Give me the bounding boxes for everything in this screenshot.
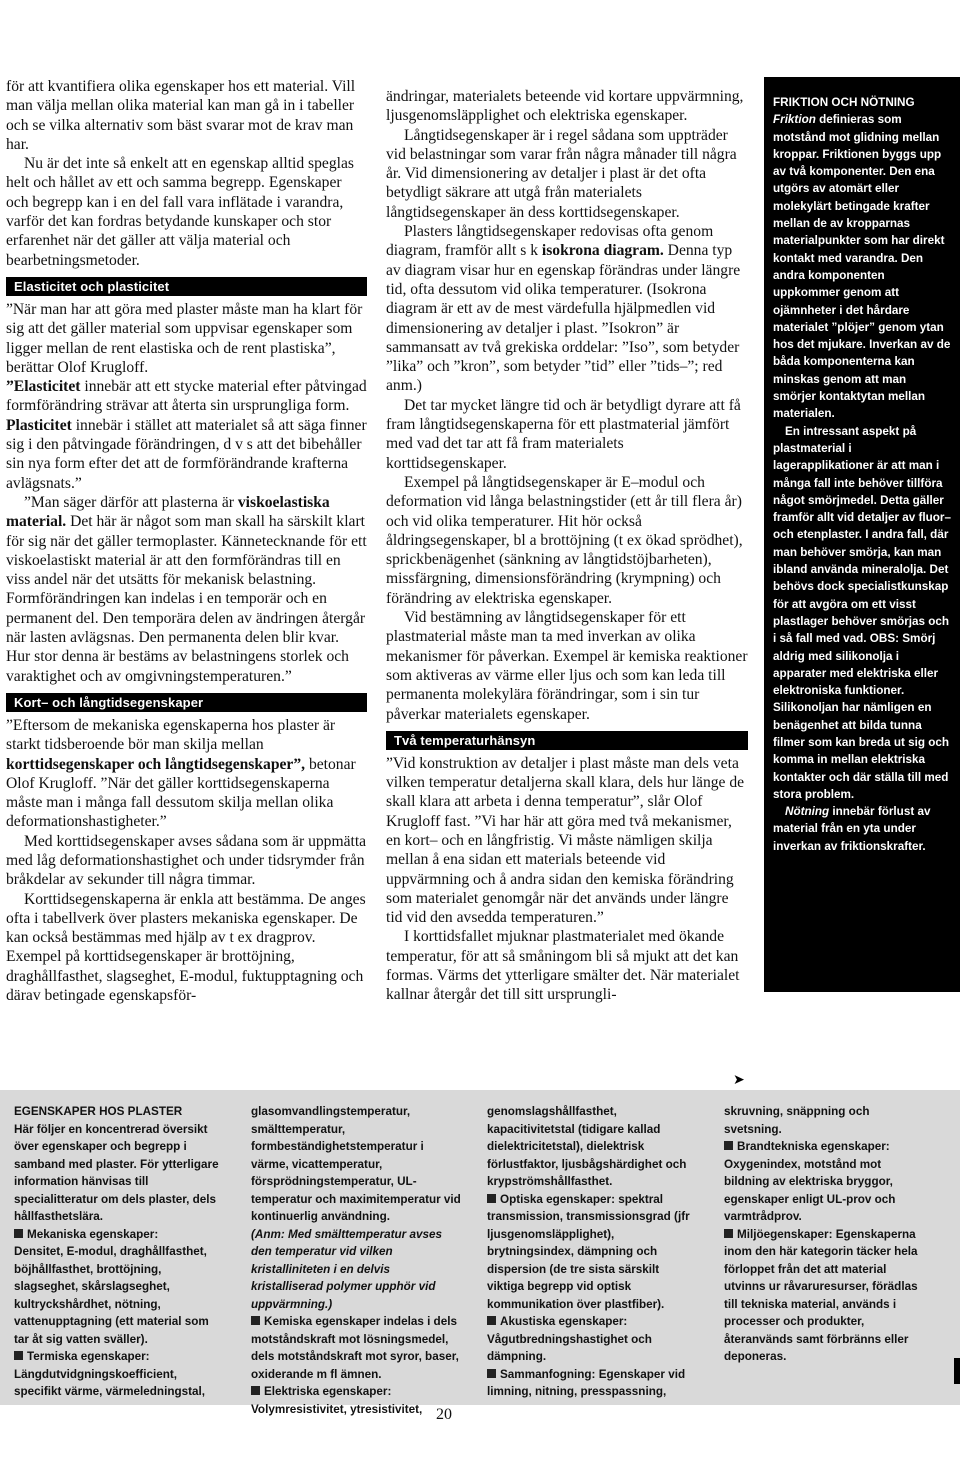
paragraph [6, 377, 367, 493]
label: Brandtekniska egenskaper: [737, 1140, 890, 1153]
continue-arrow-icon: ➤ [733, 1072, 745, 1088]
term: Friktion [773, 113, 816, 127]
text: innebär i stället att materialet så att säga finner sig i den påtvingade förändringen, d v s att det bibehåller sin nya form efter det att de formförändrande krafterna avlägsnats.” [6, 416, 367, 492]
box-column-3 [487, 1103, 697, 1401]
label: Termiska egenskaper: [27, 1350, 150, 1363]
paragraph: ”Vid konstruktion av detaljer i plast måste man dels veta vilken temperatur detaljerna skall klara, dels hur länge de skall klara att arbeta i denna temperatur”, slår Olof Krugloff fast. ”Vi har här att göra med två mekanismer, en kort– och en långfristig. Vi måste nämligen skilja mellan å ena sidan ett materials beteende vid uppvärmning och å andra sidan den kemiska förändring som materialet genomgår när det används under längre tid vid den avsedda temperaturen.” [386, 754, 745, 927]
label: Sammanfogning: [500, 1367, 596, 1381]
bullet-square-icon [14, 1229, 23, 1238]
text: ”Man säger därför att plasterna är [24, 493, 238, 511]
label: Akustiska egenskaper: [500, 1315, 628, 1328]
sidebar-friction-wear [764, 77, 960, 992]
paragraph: ”När man har att göra med plaster måste man ha klart för sig att det gäller material som uppvisar egenskaper som ligger mellan de rent elastiska och de rent plastiska”, berättar Olof Krugloff. [6, 300, 363, 376]
term: Nötning [785, 805, 830, 819]
text: Volymresistivitet, ytresistivitet, [251, 1402, 423, 1416]
text: Plasters långtidsegenskaper redovisas ofta genom diagram, framför allt s k [386, 223, 714, 260]
fire-properties [724, 1138, 924, 1156]
bullet-square-icon [487, 1316, 496, 1325]
bold-term: ”Elasticitet [6, 378, 81, 396]
label: Elektriska egenskaper: [264, 1385, 392, 1398]
joining-properties [487, 1366, 697, 1401]
text: skruvning, snäppning och svetsning. [724, 1105, 870, 1136]
bullet-square-icon [724, 1229, 733, 1238]
paragraph [773, 803, 952, 855]
text: Densitet, E-modul, draghållfasthet, böjhållfasthet, brottöjning, slagseghet, skårslagseghet, kultryckshårdhet, nötning, vattenupptagning (ett material som tar åt sig vatten sväller). [14, 1245, 209, 1346]
text: Egenskaperna inom den här kategorin täcker hela förloppet från det att material utvinns ur råvaruresurser, förädlas till tekniska material, används i processer och produkter, återanvänds samt förbränns eller deponeras. [724, 1227, 918, 1363]
chemical-properties [251, 1313, 461, 1383]
bold-term: isokrona diagram. [541, 242, 664, 260]
paragraph [386, 222, 748, 396]
bullet-square-icon [487, 1194, 496, 1203]
label: Mekaniska egenskaper: [27, 1227, 159, 1241]
environmental-properties [724, 1226, 924, 1366]
paragraph [6, 493, 367, 686]
text: innebär förlust av material från en yta under inverkan av friktionskrafter. [773, 805, 931, 853]
paragraph: Vid bestämning av långtidsegenskaper för ett plastmaterial måste man ta med inverkan av olika mekanismer för påverkan. Exempel är kemiska reaktioner som aktiveras av värme eller ljus och som kan leda till permanenta molekylära förändringar, som i sin tur påverkar materialets egenskaper. [386, 609, 748, 723]
label: Optiska egenskaper: [500, 1192, 615, 1206]
paragraph: Korttidsegenskaperna är enkla att bestämma. De anges ofta i tabellverk över plasters mekaniska egenskaper. De kan också bestämmas med hjälp av t ex dragprov. Exempel på korttidsegenskaper är brottöjning, draghållfasthet, slagseghet, E-modul, fuktupptagning och därav betingade egenskapsför- [6, 890, 366, 1005]
paragraph: Det tar mycket längre tid och är betydligt dyrare att få fram långtidsegenskaperna för ett plastmaterial jämfört med vad det tar att få fram materialets korttidsegenskaper. [386, 396, 741, 472]
text: definieras som motstånd mot glidning mellan kroppar. Friktionen byggs upp av två komponenter. Den ena utgörs av atomärt eller molekylärt betingade krafter mellan de av kropparnas materialpunkter som har direkt kontakt med varandra. Den andra komponenten uppkommer genom att ojämnheter i det hårdare materialet ”plöjer” genom ytan hos det mjukare. Inverkan av de båda komponenterna kan minskas genom att man smörjer kontaktytan mellan materialen. [773, 113, 951, 421]
bold-term: korttidsegenskaper och långtidsegenskaper”, [6, 755, 306, 773]
bullet-square-icon [251, 1316, 260, 1325]
paragraph: Långtidsegenskaper är i regel sådana som uppträder vid belastningar som varar från några månader till några år. Vid dimensionering av detaljer i plast är det ofta betydligt säkrare att utgå från materialets långtidsegenskaper än dess korttidsegenskaper. [386, 126, 737, 221]
paragraph: Nu är det inte så enkelt att en egenskap alltid speglas helt och hållet av ett och samma begrepp. Egenskaper och begrepp kan i en del fall vara inflätade i varandra, varför det kan fordras betydande kunskaper och stor erfarenhet när det gäller att välja material och bearbetningsmetoder. [6, 155, 354, 269]
section-heading-elasticity: Elasticitet och plasticitet [6, 277, 367, 296]
electrical-properties [251, 1383, 461, 1401]
bullet-square-icon [724, 1141, 733, 1150]
text: spektral transmission, transmissionsgrad (jfr ljusgenomsläpplighet), brytningsindex, dämpning och dispersion (de tre sista särskilt viktiga begrepp vid optisk kommunikation över plastfiber). [487, 1192, 690, 1311]
box-column-4 [724, 1103, 924, 1366]
text: genomslagshållfasthet, kapacitivitetstal (tidigare kallad dielektricitetstal), dielektrisk förlustfaktor, ljusbågshärdighet och krypströmshållfasthet. [487, 1105, 687, 1188]
bullet-square-icon [14, 1351, 23, 1360]
text: Denna typ av diagram visar hur en egenskap förändras under längre tid, ofta dessutom vid olika temperaturer. (Isokrona diagram är ett av de mest värdefulla hjälpmedlen vid dimensionering av detaljer i plast. ”Isokron” är sammansatt av två grekiska orddelar: ”Iso”, som betyder ”lika” och ”kron”, som betyder ”tid” eller ”tids–”; red anm.) [386, 242, 741, 395]
paragraph: Med korttidsegenskaper avses sådana som är uppmätta med låg deformationshastighet och under tidsrymder från bråkdelar av sekunder till några timmar. [6, 832, 367, 889]
text-column-1 [6, 77, 367, 1005]
section-heading-temperature: Två temperaturhänsyn [386, 731, 748, 750]
bullet-square-icon [251, 1386, 260, 1395]
box-title: EGENSKAPER HOS PLASTER [14, 1105, 183, 1118]
paragraph: ändringar, materialets beteende vid kortare uppvärmning, ljusgenomsläpplighet och elektriska egenskaper. [386, 88, 744, 125]
label: Miljöegenskaper: [737, 1227, 833, 1241]
sidebar-title: FRIKTION OCH NÖTNING [773, 96, 915, 109]
bold-term: Plasticitet [6, 416, 72, 434]
text: innebär att ett stycke material efter påtvingad formförändring strävar att återta sin ursprungliga form. [6, 378, 367, 415]
text: ”Eftersom de mekaniska egenskaperna hos plaster är starkt tidsberoende bör man skilja mellan [6, 716, 336, 754]
text: indelas i dels motståndskraft mot lösningsmedel, dels motståndskraft mot syror, baser, oxiderande m fl ämnen. [251, 1315, 459, 1381]
acoustic-properties [487, 1313, 697, 1331]
page-number: 20 [436, 1406, 452, 1423]
paragraph: Exempel på långtidsegenskaper är E–modul och deformation vid långa belastningstider (ett år till flera år) och vid olika temperaturer. Hit hör också åldringsegenskaper, bl a brottöjning (t ex ökad sprödhet), sprickbenägenhet (sänkning av långtidstöjbarheten), missfärgning, dimensionsförändring (krympning) och förändring av elektriska egenskaper. [386, 473, 743, 607]
italic-note: (Anm: Med smälttemperatur avses den temperatur vid vilken kristalliniteten i en delvis kristalliserad polymer upphör vid uppvärmning.) [251, 1227, 442, 1311]
label: Kemiska egenskaper [264, 1315, 381, 1328]
text: betonar Olof Krugloff. ”När det gäller korttidsegenskaperna måste man i många fall dessutom skilja mellan olika deformationshastigheter.” [6, 755, 356, 831]
bold-term: viskoelastiska material. [6, 493, 330, 531]
section-heading-short-long-term: Kort– och långtidsegenskaper [6, 693, 367, 712]
paragraph [6, 716, 367, 832]
text: Egenskaper vid limning, nitning, presspassning, [487, 1367, 686, 1398]
text: Längdutvidgningskoefficient, specifikt värme, värmeledningstal, [14, 1367, 205, 1398]
text-column-2 [386, 87, 748, 1005]
paragraph [773, 111, 952, 422]
bullet-square-icon [487, 1369, 496, 1378]
text: glasomvandlingstemperatur, smälttemperatur, formbeständighetstemperatur i värme, vicattemperatur, försprödningstemperatur, UL-temperatur och maximitemperatur vid kontinuerlig användning. [251, 1105, 461, 1223]
note [251, 1226, 461, 1314]
edge-marker [954, 1358, 960, 1384]
box-intro: Här följer en koncentrerad översikt över egenskaper och begrepp i samband med plaster. För ytterligare information hänvisas till specialitteratur om dels plaster, dels hållfasthetslära. [14, 1122, 219, 1223]
text: Oxygenindex, motstånd mot bildning av elektriska bryggor, egenskaper enligt UL-prov och varmtrådprov. [724, 1157, 896, 1223]
thermal-properties [14, 1348, 220, 1366]
optical-properties [487, 1191, 697, 1314]
paragraph: I korttidsfallet mjuknar plastmaterialet med ökande temperatur, för att så småningom bli så mjukt att det kan formas. Värms det ytterligare smälter det. När materialet kallnar återgår det till sitt ursprungli- [386, 928, 740, 1004]
box-column-1 [14, 1103, 220, 1401]
paragraph: för att kvantifiera olika egenskaper hos ett material. Vill man välja mellan olika material kan man gå in i tabeller och se vilka alternativ som bäst svarar mot de krav man har. [6, 78, 356, 153]
text: Det här är något som man skall ha särskilt klart för sig när det gäller termoplaster. Kännetecknande för ett viskoelastiskt material är att den formförändras till en viss andel när det utsätts för mekanisk belastning. Formförändringen kan indelas i en temporär och en permanent del. Den temporära delen av ändringen återgår när lasten avlägsnas. Den permanenta delen blir kvar. Hur stor denna är bestäms av belastningens storlek och varaktighet och av omgivningstemperaturen.” [6, 513, 367, 685]
text: Vågutbredningshastighet och dämpning. [487, 1332, 652, 1363]
mechanical-properties [14, 1226, 220, 1244]
paragraph: En intressant aspekt på plastmaterial i lagerapplikationer är att man i många fall inte behöver tillföra något smörjmedel. Detta gäller framför allt vid detaljer av fluor– och etenplaster. I andra fall, där man behöver smörja, kan man ibland använda mineralolja. Det behövs dock specialistkunskap för att avgöra om ett visst plastlager behöver smörjas och i så fall med vad. OBS: Smörj aldrig med silikonolja i apparater med elektriska eller elektroniska funktioner. Silikonoljan har nämligen en benägenhet att bilda tunna filmer som kan breda ut sig och komma in mellan elektriska kontakter och där ställa till med stora problem. [773, 424, 951, 801]
box-column-2 [251, 1103, 461, 1418]
